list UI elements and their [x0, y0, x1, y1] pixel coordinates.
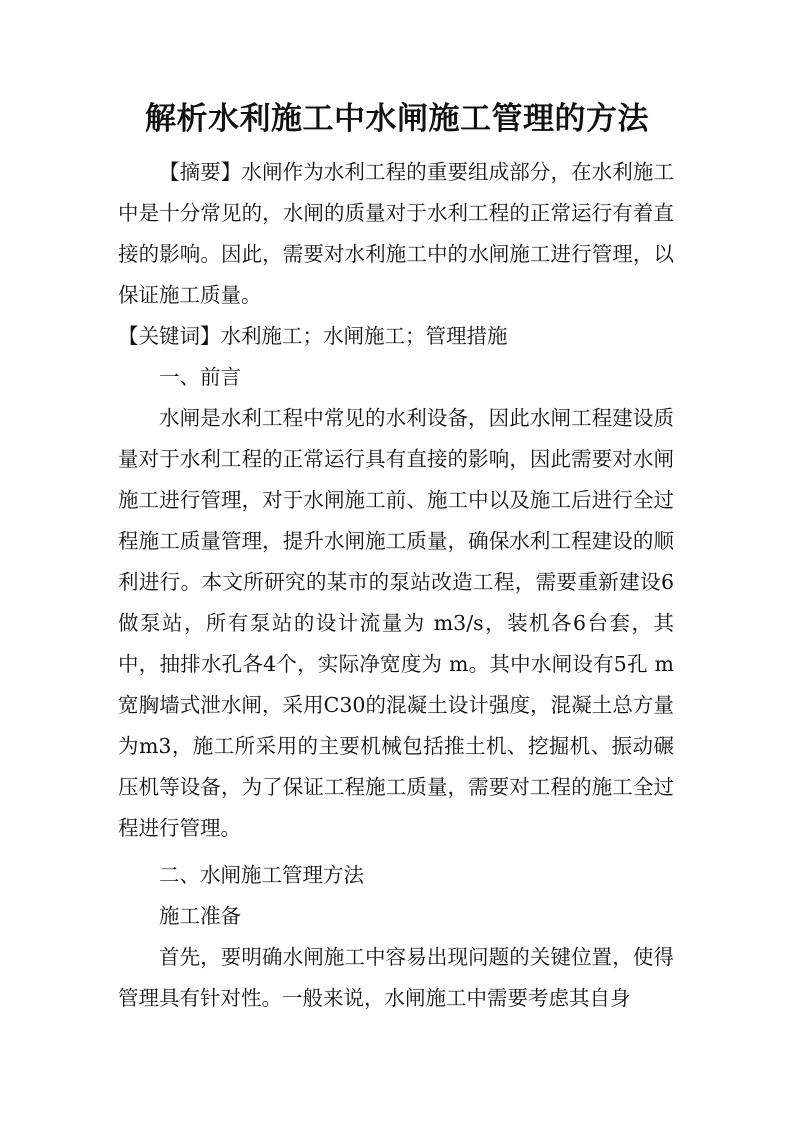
- preparation-paragraph: 首先，要明确水闸施工中容易出现问题的关键位置，使得管理具有针对性。一般来说，水闸施工中需要考虑其自身: [118, 945, 674, 1010]
- section-heading-management-methods: 二、水闸施工管理方法: [159, 863, 364, 887]
- abstract-paragraph: 【摘要】水闸作为水利工程的重要组成部分，在水利施工中是十分常见的，水闸的质量对于水利工程的正常运行有着直接的影响。因此，需要对水利施工中的水闸施工进行管理，以保证施工质量。: [118, 160, 674, 307]
- introduction-paragraph: 水闸是水利工程中常见的水利设备，因此水闸工程建设质量对于水利工程的正常运行具有直接的影响，因此需要对水闸施工进行管理，对于水闸施工前、施工中以及施工后进行全过程施工质量管理，提升水闸施工质量，确保水利工程建设的顺利进行。本文所研究的某市的泵站改造工程，需要重新建设6做泵站，所有泵站的设计流量为 m3/s，装机各6台套，其中，抽排水孔各4个，实际净宽度为 m。其中水闸设有5孔 m宽胸墙式泄水闸，采用C30的混凝土设计强度，混凝土总方量为m3，施工所采用的主要机械包括推土机、挖掘机、振动碾压机等设备，为了保证工程施工质量，需要对工程的施工全过程进行管理。: [118, 406, 674, 840]
- document-title: 解析水利施工中水闸施工管理的方法: [145, 101, 649, 137]
- document-body: [118, 152, 674, 1019]
- keywords-paragraph: 【关键词】水利施工；水闸施工；管理措施: [118, 324, 508, 348]
- section-heading-introduction: 一、前言: [159, 365, 241, 389]
- subsection-heading-preparation: 施工准备: [159, 904, 241, 928]
